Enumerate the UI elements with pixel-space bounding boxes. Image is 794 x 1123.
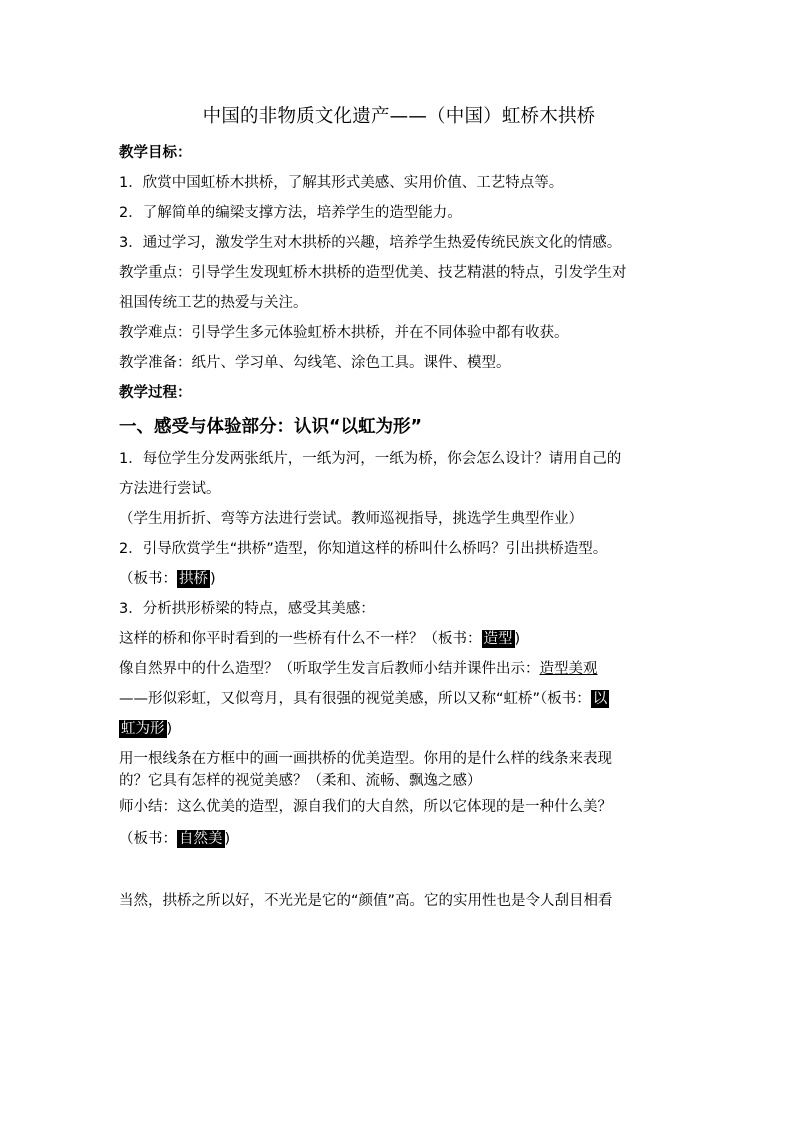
paragraph-gap [119, 854, 679, 886]
board-word-highlight: 拱桥 [179, 571, 208, 587]
paragraph-line: 当然，拱桥之所以好，不光光是它的“颜值”高。它的实用性也是令人刮目相看 [119, 893, 613, 909]
question-suffix: ) [514, 631, 521, 647]
step-line: 1．每位学生分发两张纸片，一纸为河，一纸为桥，你会怎么设计？请用自己的 [119, 451, 622, 467]
question-suffix: ) [166, 721, 173, 737]
question-text: 像自然界中的什么造型？（听取学生发言后教师小结并课件出示： [119, 661, 540, 677]
board-word-highlight: 造型 [483, 631, 513, 647]
activity-line: 的？它具有怎样的视觉美感？（柔和、流畅、飘逸之感） [119, 773, 482, 789]
underlined-phrase: 造型美观 [539, 661, 598, 677]
key-points-line: 教学重点：引导学生发现虹桥木拱桥的造型优美、技艺精湛的特点，引发学生对 [119, 265, 627, 281]
process-heading: 教学过程： [119, 385, 192, 401]
question-text: ——形似彩虹，又似弯月，具有很强的视觉美感，所以又称“虹桥”（板书： [119, 691, 591, 707]
board-word-highlight: 自然美 [179, 831, 223, 847]
board-note [119, 824, 679, 854]
question-line [119, 624, 679, 654]
summary-line: 师小结：这么优美的造型，源自我们的大自然，所以它体现的是一种什么美？ [119, 799, 612, 815]
board-note [119, 564, 679, 594]
section-heading: 一、感受与体验部分：认识“以虹为形” [119, 417, 423, 437]
board-word-highlight: 以 [592, 691, 608, 707]
step-line: 3．分析拱形桥梁的特点，感受其美感： [119, 601, 375, 617]
preparation-line: 教学准备：纸片、学习单、勾线笔、涂色工具。课件、模型。 [119, 355, 511, 371]
question-line [119, 654, 679, 684]
difficulties-line: 教学难点：引导学生多元体验虹桥木拱桥，并在不同体验中都有收获。 [119, 325, 569, 341]
question-line [119, 714, 679, 744]
objectives-heading: 教学目标： [119, 145, 192, 161]
board-suffix: ) [210, 571, 216, 587]
activity-line: 用一根线条在方框中的画一画拱桥的优美造型。你用的是什么样的线条来表现 [119, 751, 612, 767]
board-prefix: （板书： [119, 831, 177, 847]
objective-item: 1．欣赏中国虹桥木拱桥，了解其形式美感、实用价值、工艺特点等。 [119, 175, 564, 191]
board-suffix: ) [224, 831, 231, 847]
question-line [119, 684, 679, 714]
board-word-highlight: 虹为形 [121, 721, 165, 737]
objective-item: 2．了解简单的编梁支撑方法，培养学生的造型能力。 [119, 205, 462, 221]
key-points-line: 祖国传统工艺的热爱与关注。 [119, 295, 308, 311]
step-line: 2．引导欣赏学生“拱桥”造型，你知道这样的桥叫什么桥吗？引出拱桥造型。 [119, 541, 608, 557]
board-prefix: （板书： [119, 571, 177, 587]
objective-item: 3．通过学习，激发学生对木拱桥的兴趣，培养学生热爱传统民族文化的情感。 [119, 235, 622, 251]
step-note: （学生用折折、弯等方法进行尝试。教师巡视指导，挑选学生典型作业） [119, 511, 583, 527]
step-line: 方法进行尝试。 [119, 481, 221, 497]
document-body [119, 100, 679, 916]
question-text: 这样的桥和你平时看到的一些桥有什么不一样？（板书： [119, 631, 482, 647]
document-title: 中国的非物质文化遗产——（中国）虹桥木拱桥 [202, 106, 596, 127]
